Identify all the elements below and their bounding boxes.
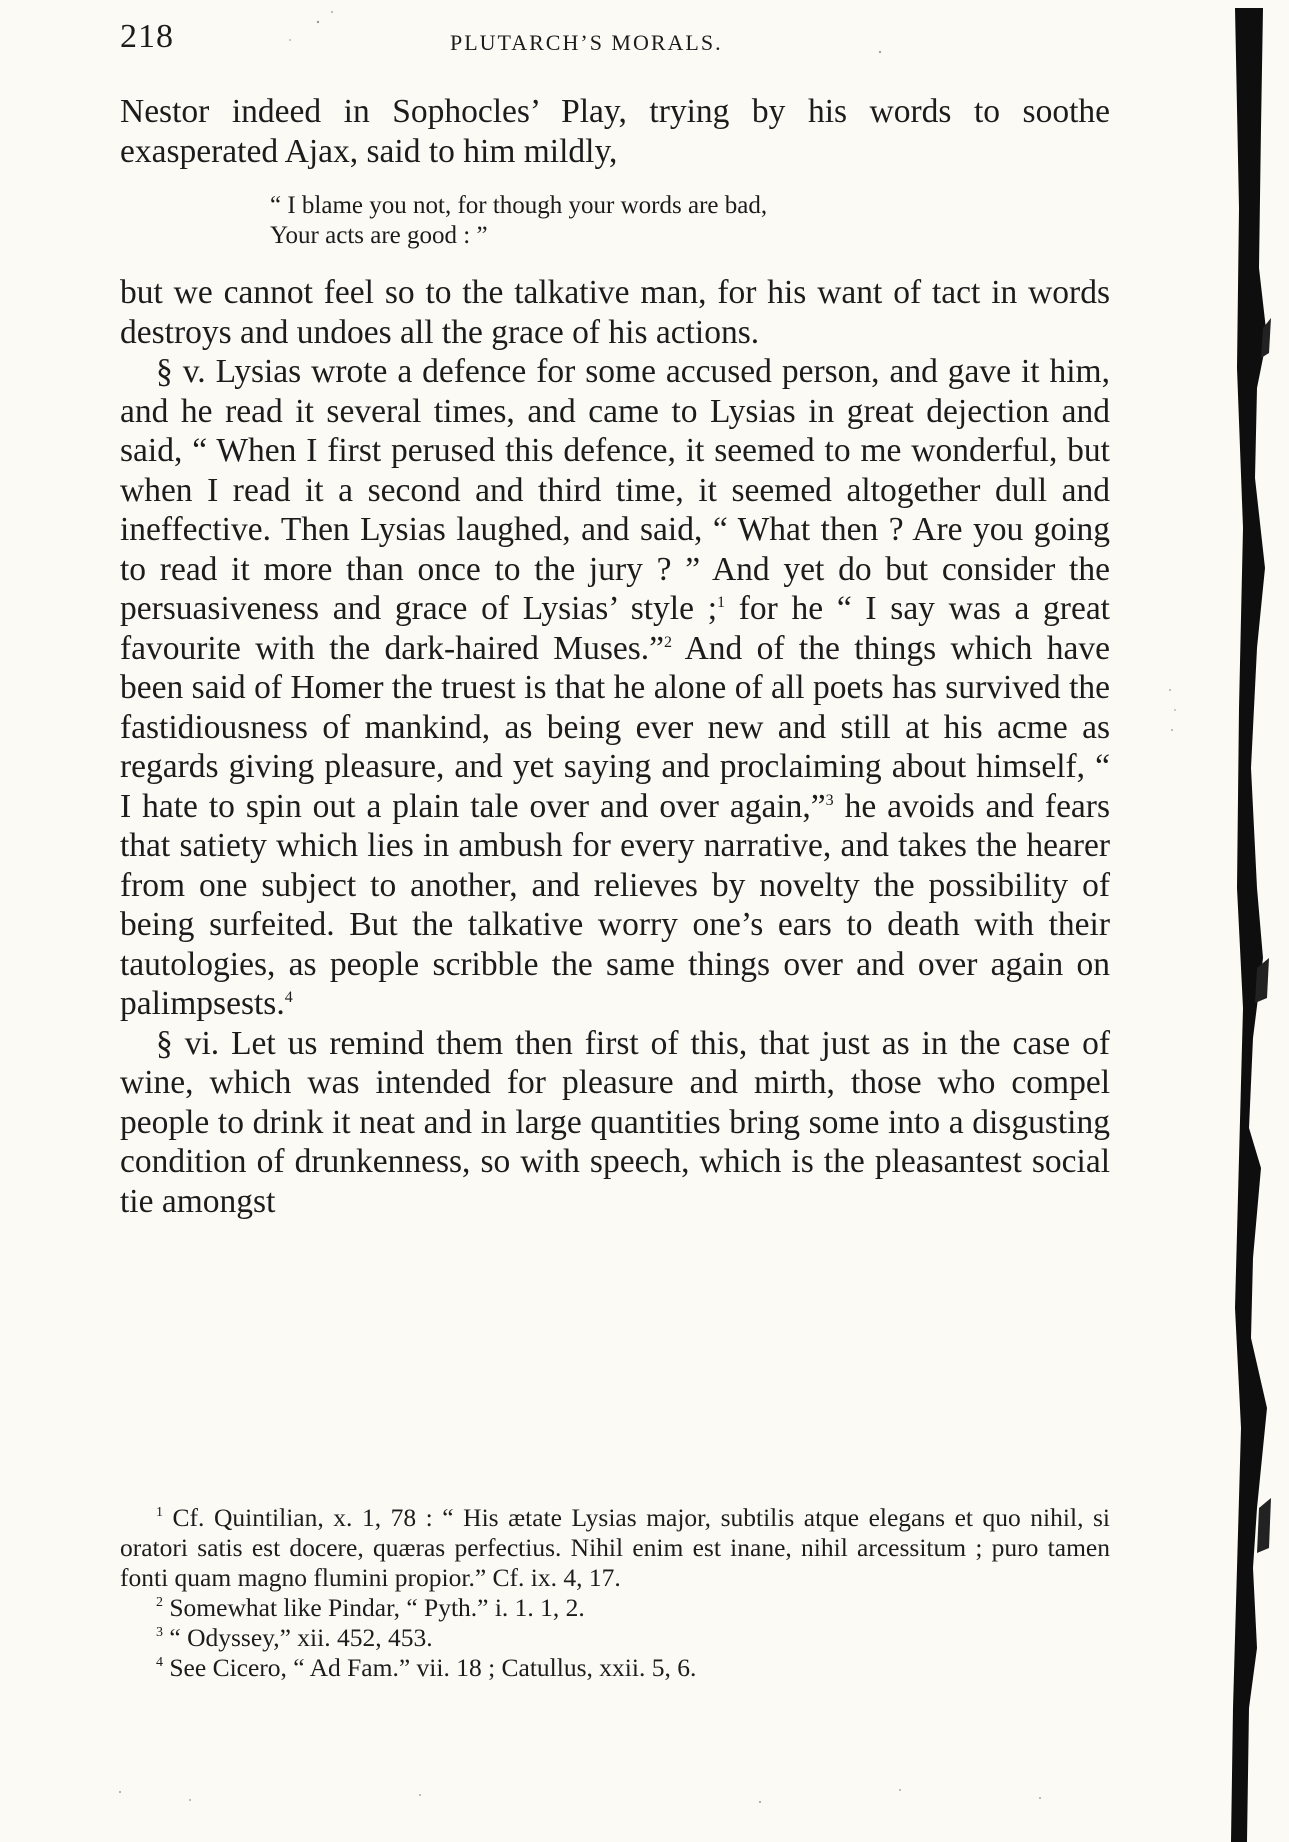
footnote-number: 3 [156, 1625, 163, 1640]
footnote-number: 2 [156, 1595, 163, 1610]
binding-shadow [1227, 8, 1271, 1842]
footnote-reference: 4 [284, 989, 293, 1006]
text-run: he avoids and fears that satiety which lies in ambush for every narrative, and takes the hearer from one subject to another, and relieves by novelty the possibility of being surfeited. But the talkative worry one’s ears to death with their tautologies, as people scribble the same things over and over again on palimpsests. [120, 787, 1110, 1022]
footnote [120, 1653, 1110, 1683]
text-run: And of the things which have been said of Homer the truest is that he alone of all poets has survived the fastidiousness of mankind, as being ever new and still at his acme as regards giving pleasure, and yet saying and proclaiming about himself, “ I hate to spin out a plain tale over and over again,” [120, 629, 1110, 825]
footnote-reference: 3 [825, 791, 834, 809]
footnote-number: 4 [156, 1655, 163, 1670]
page-number: 218 [120, 18, 174, 55]
footnote-number: 1 [156, 1505, 163, 1520]
footnote-text: “ Odyssey,” xii. 452, 453. [163, 1623, 433, 1652]
paragraph-nestor: Nestor indeed in Sophocles’ Play, trying by his words to soothe exasperated Ajax, said to him mildly, [120, 93, 1110, 170]
text-run: for he “ I say was a great favourite with the dark-haired Muses.” [120, 590, 1110, 667]
running-title: PLUTARCH’S MORALS. [450, 30, 723, 55]
footnotes [120, 1503, 1110, 1683]
footnote-reference: 1 [717, 594, 726, 611]
footnote [120, 1593, 1110, 1623]
footnote-text: Cf. Quintilian, x. 1, 78 : “ His ætate Lysias major, subtilis atque elegans et quo nihil, si oratori satis est docere, quæras perfectius. Nihil enim est inane, nihil arcessitum ; puro tamen fonti quam magno flumini propior.” Cf. ix. 4, 17. [120, 1503, 1110, 1592]
footnote [120, 1503, 1110, 1593]
paragraph-talkative-man: but we cannot feel so to the talkative man, for his want of tact in words destroys and undoes all the grace of his actions. [120, 274, 1110, 351]
quote-line: Your acts are good : ” [270, 222, 488, 249]
verse-quotation [270, 191, 1110, 251]
footnote-text: Somewhat like Pindar, “ Pyth.” i. 1. 1, 2. [163, 1593, 585, 1622]
footnote [120, 1623, 1110, 1653]
page-header [120, 18, 1110, 68]
paragraph-section-v [120, 352, 1110, 1024]
text-run: § v. Lysias wrote a defence for some accused person, and gave it him, and he read it several times, and came to Lysias in great dejection and said, “ When I first perused this defence, it seemed to me wonderful, but when I read it a second and third time, it seemed altogether dull and ineffective. Then Lysias laughed, and said, “ What then ? Are you going to read it more than once to the jury ? ” And yet do but consider the persuasiveness and grace of Lysias’ style ; [120, 353, 1110, 627]
main-text [120, 92, 1110, 1221]
quote-line: “ I blame you not, for though your words are bad, [270, 192, 768, 219]
footnote-text: See Cicero, “ Ad Fam.” vii. 18 ; Catullus, xxii. 5, 6. [163, 1653, 697, 1682]
footnote-reference: 2 [664, 633, 673, 651]
paragraph-section-vi: § vi. Let us remind them then first of this, that just as in the case of wine, which was intended for pleasure and mirth, those who compel people to drink it neat and in large quantities bring some into a disgusting condition of drunkenness, so with speech, which is the pleasantest social tie amongst [120, 1024, 1110, 1220]
